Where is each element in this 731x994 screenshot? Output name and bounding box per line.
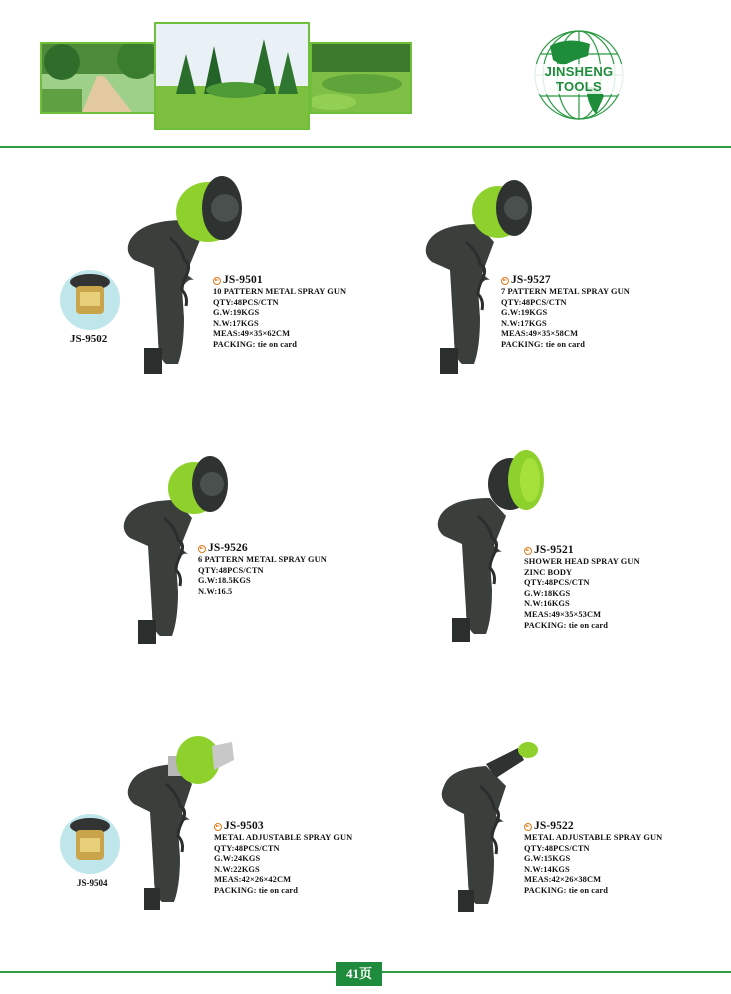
bullet-arrow-icon	[198, 545, 206, 553]
spec-line: 7 PATTERN METAL SPRAY GUN	[501, 287, 630, 296]
spec-line: PACKING: tie on card	[214, 885, 298, 895]
spec-line: QTY:48PCS/CTN	[198, 565, 264, 575]
spec-block-js-9501	[213, 274, 346, 351]
bullet-arrow-icon	[501, 277, 509, 285]
spec-line: G.W:18.5KGS	[198, 576, 251, 586]
spec-line: N.W:17KGS	[501, 318, 547, 328]
spec-block-js-9522	[524, 820, 662, 897]
spec-line: PACKING: tie on card	[524, 620, 608, 630]
bullet-arrow-icon	[524, 823, 532, 831]
spec-line: N.W:17KGS	[213, 318, 259, 328]
spec-line: MEAS:49×35×62CM	[213, 329, 291, 339]
garden-photo-lawn	[310, 42, 412, 114]
garden-photo-path	[40, 42, 157, 114]
spec-line: G.W:19KGS	[501, 308, 548, 318]
garden-photo-trees	[154, 22, 310, 130]
spec-line: METAL ADJUSTABLE SPRAY GUN	[214, 833, 353, 842]
spec-block-js-9527	[501, 274, 630, 351]
product-code: JS-9527	[511, 274, 551, 286]
spec-line: PACKING: tie on card	[524, 885, 608, 895]
connector-image-js-9502	[60, 270, 120, 330]
spec-line: N.W:16KGS	[524, 599, 570, 609]
spec-line: QTY:48PCS/CTN	[524, 578, 590, 588]
bullet-arrow-icon	[524, 547, 532, 555]
bullet-arrow-icon	[214, 823, 222, 831]
header-divider	[0, 146, 731, 148]
spec-block-js-9503	[214, 820, 352, 897]
bullet-arrow-icon	[213, 277, 221, 285]
spec-line: 6 PATTERN METAL SPRAY GUN	[198, 555, 327, 564]
spec-line: MEAS:49×35×58CM	[501, 329, 579, 339]
product-code: JS-9522	[534, 820, 574, 832]
spec-line: 10 PATTERN METAL SPRAY GUN	[213, 287, 347, 296]
spec-block-js-9526	[198, 542, 327, 597]
brand-name: JINSHENG TOOLS	[523, 64, 635, 94]
spec-line: G.W:15KGS	[524, 854, 571, 864]
accessory-label: JS-9502	[70, 333, 108, 345]
spec-line: ZINC BODY	[524, 567, 573, 577]
spec-line: MEAS:42×26×38CM	[524, 875, 602, 885]
spec-line: QTY:48PCS/CTN	[501, 297, 567, 307]
product-code: JS-9501	[223, 274, 263, 286]
spec-line: QTY:48PCS/CTN	[524, 843, 590, 853]
connector-image-js-9504	[60, 814, 120, 874]
page-number: 41页	[336, 962, 382, 986]
spec-line: G.W:19KGS	[213, 308, 260, 318]
spec-line: METAL ADJUSTABLE SPRAY GUN	[524, 833, 663, 842]
product-code: JS-9503	[224, 820, 264, 832]
product-code: JS-9526	[208, 542, 248, 554]
spec-line: MEAS:42×26×42CM	[214, 875, 292, 885]
spec-line: G.W:18KGS	[524, 588, 571, 598]
accessory-label: JS-9504	[77, 878, 108, 888]
spec-line: N.W:22KGS	[214, 864, 260, 874]
spec-line: QTY:48PCS/CTN	[214, 843, 280, 853]
spec-line: MEAS:49×35×53CM	[524, 609, 602, 619]
spec-line: N.W:14KGS	[524, 864, 570, 874]
spec-line: PACKING: tie on card	[501, 339, 585, 349]
spec-line: N.W:16.5	[198, 586, 233, 596]
product-code: JS-9521	[534, 544, 574, 556]
header-banner	[40, 22, 412, 130]
spec-line: G.W:24KGS	[214, 854, 261, 864]
spec-block-js-9521	[524, 544, 640, 631]
spec-line: PACKING: tie on card	[213, 339, 297, 349]
spec-line: SHOWER HEAD SPRAY GUN	[524, 557, 640, 566]
spec-line: QTY:48PCS/CTN	[213, 297, 279, 307]
